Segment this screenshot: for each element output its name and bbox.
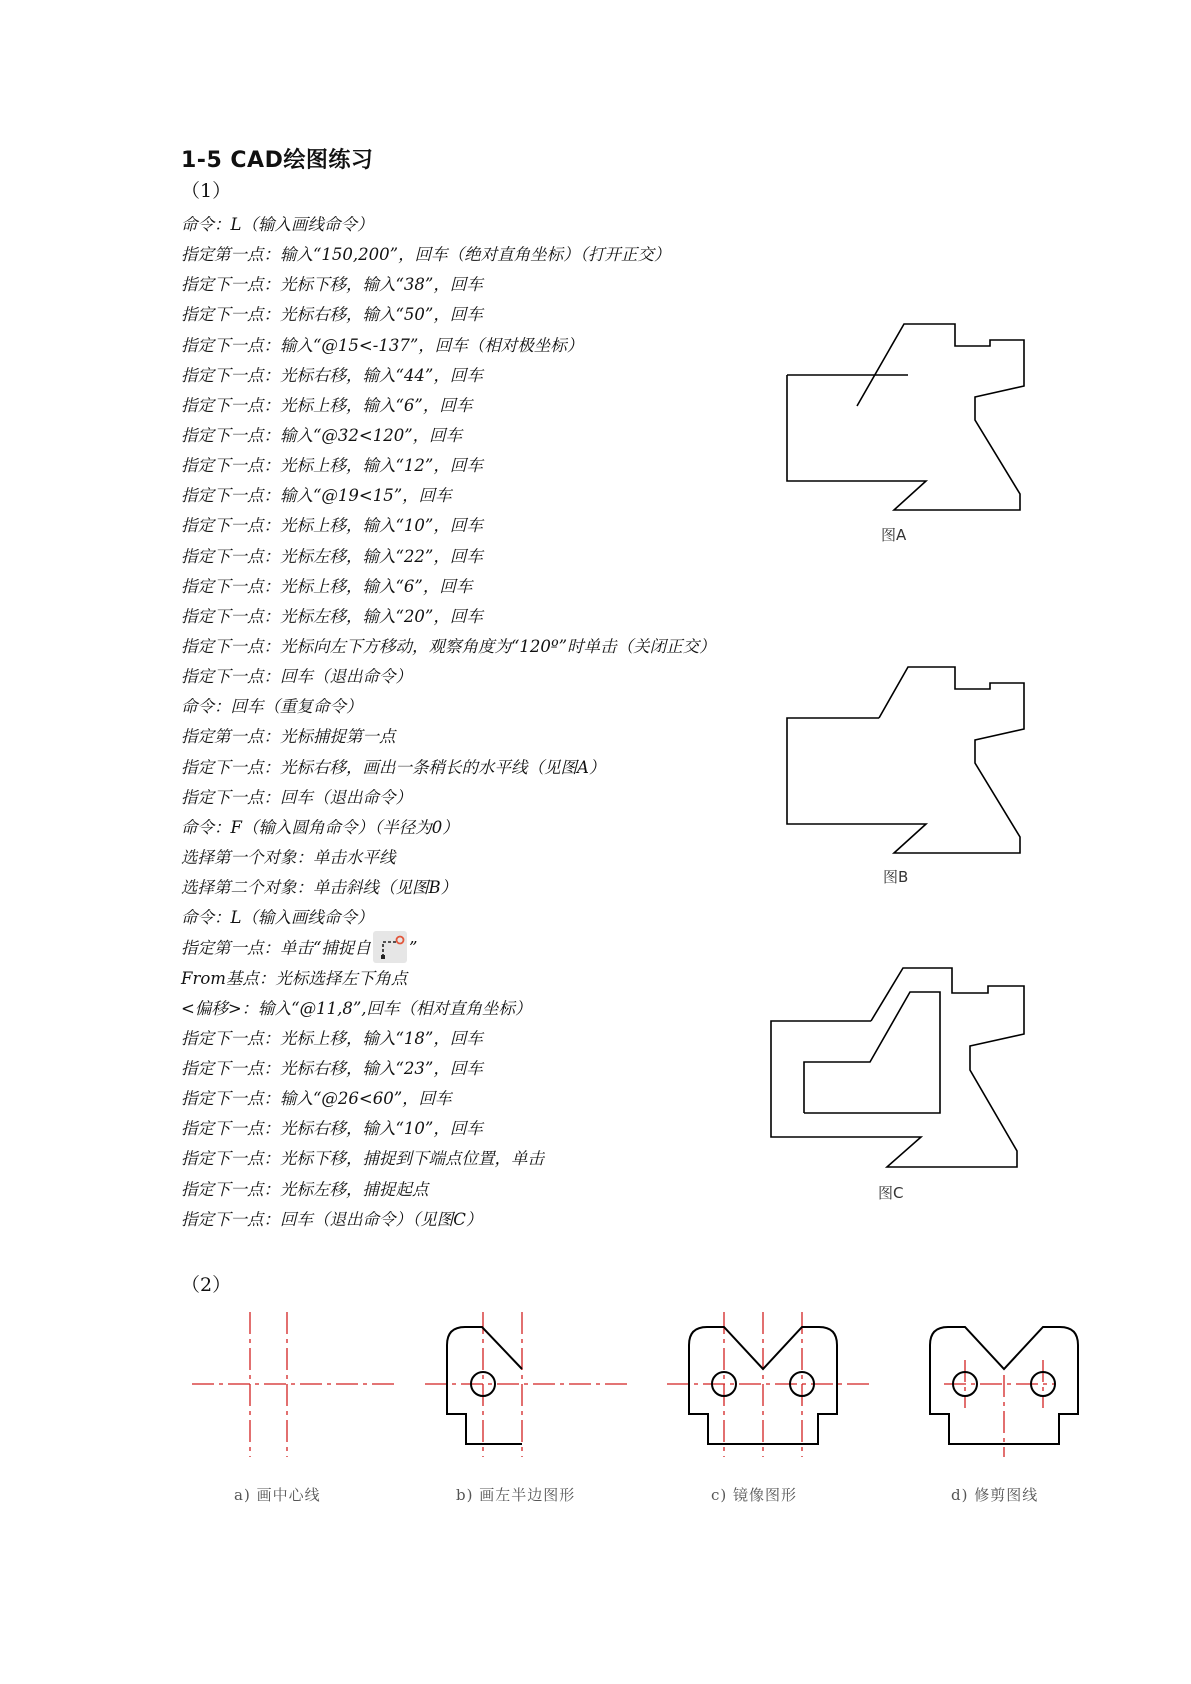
step-line: 指定下一点：光标左移，输入“22”，回车 [181,546,483,566]
part2-label: （2） [181,1274,232,1296]
step-line: 指定下一点：输入“@19<15”，回车 [181,486,452,506]
section-title: 1-5 CAD绘图练习 [181,148,374,173]
step-line: 选择第二个对象：单击斜线（见图B） [181,878,458,898]
caption-a: a) 画中心线 [234,1486,321,1504]
step-line: 指定下一点：光标右移，输入“23”，回车 [181,1058,483,1078]
step-line: 命令：F（输入圆角命令）（半径为0） [181,817,459,837]
figure-b-label: 图B [883,868,909,886]
step-line: 指定下一点：光标左移，输入“20”，回车 [181,606,483,626]
step-line: 指定下一点：光标右移，输入“10”，回车 [181,1119,483,1139]
step-line: 选择第一个对象：单击水平线 [181,847,396,867]
step-line: 命令：L（输入画线命令） [181,908,374,928]
part1-label: （1） [181,180,232,202]
step-line: 命令：L（输入画线命令） [181,215,374,234]
step-line: 指定第一点：光标捕捉第一点 [181,727,396,747]
step-line: 指定下一点：光标上移，输入“6”，回车 [181,576,473,596]
step-line: 指定下一点：光标上移，输入“12”，回车 [181,456,483,476]
step-text: 指定第一点：单击“捕捉自 [181,938,371,958]
step-line: <偏移>：输入“@11,8”,回车（相对直角坐标） [181,998,532,1018]
step-line: 指定下一点：光标右移，输入“50”，回车 [181,305,483,325]
step-line: 指定下一点：光标下移，输入“38”，回车 [181,275,483,295]
step-line: 指定下一点：光标下移，捕捉到下端点位置，单击 [181,1149,544,1169]
step-line: 指定下一点：输入“@26<60”，回车 [181,1089,452,1109]
step-line: 指定下一点：光标右移，画出一条稍长的水平线（见图A） [181,757,606,777]
step-line: 指定第一点：输入“150,200”，回车（绝对直角坐标）（打开正交） [181,245,671,265]
step-line: 命令：回车（重复命令） [181,697,363,717]
figure-c-label: 图C [878,1184,904,1202]
step-line: From基点：光标选择左下角点 [181,968,408,988]
caption-d: d) 修剪图线 [951,1486,1039,1504]
step-text-suffix: ” [408,938,418,958]
step-line: 指定下一点：光标上移，输入“18”，回车 [181,1028,483,1048]
step-line: 指定下一点：回车（退出命令）（见图C） [181,1209,483,1229]
step-line: 指定下一点：输入“@15<-137”，回车（相对极坐标） [181,335,584,355]
step-line: 指定下一点：回车（退出命令） [181,667,412,687]
step-line: 指定下一点：输入“@32<120”，回车 [181,425,463,445]
step-line: 指定下一点：回车（退出命令） [181,787,412,807]
step-line: 指定下一点：光标左移，捕捉起点 [181,1179,429,1199]
step-line: 指定下一点：光标上移，输入“10”，回车 [181,516,483,536]
figure-a-label: 图A [881,526,907,544]
step-line: 指定下一点：光标上移，输入“6”，回车 [181,395,473,415]
caption-c: c) 镜像图形 [711,1486,798,1504]
step-line: 指定下一点：光标右移，输入“44”，回车 [181,365,483,385]
step-line: 指定下一点：光标向左下方移动，观察角度为“120º”时单击（关闭正交） [181,636,716,656]
caption-b: b) 画左半边图形 [456,1486,576,1504]
